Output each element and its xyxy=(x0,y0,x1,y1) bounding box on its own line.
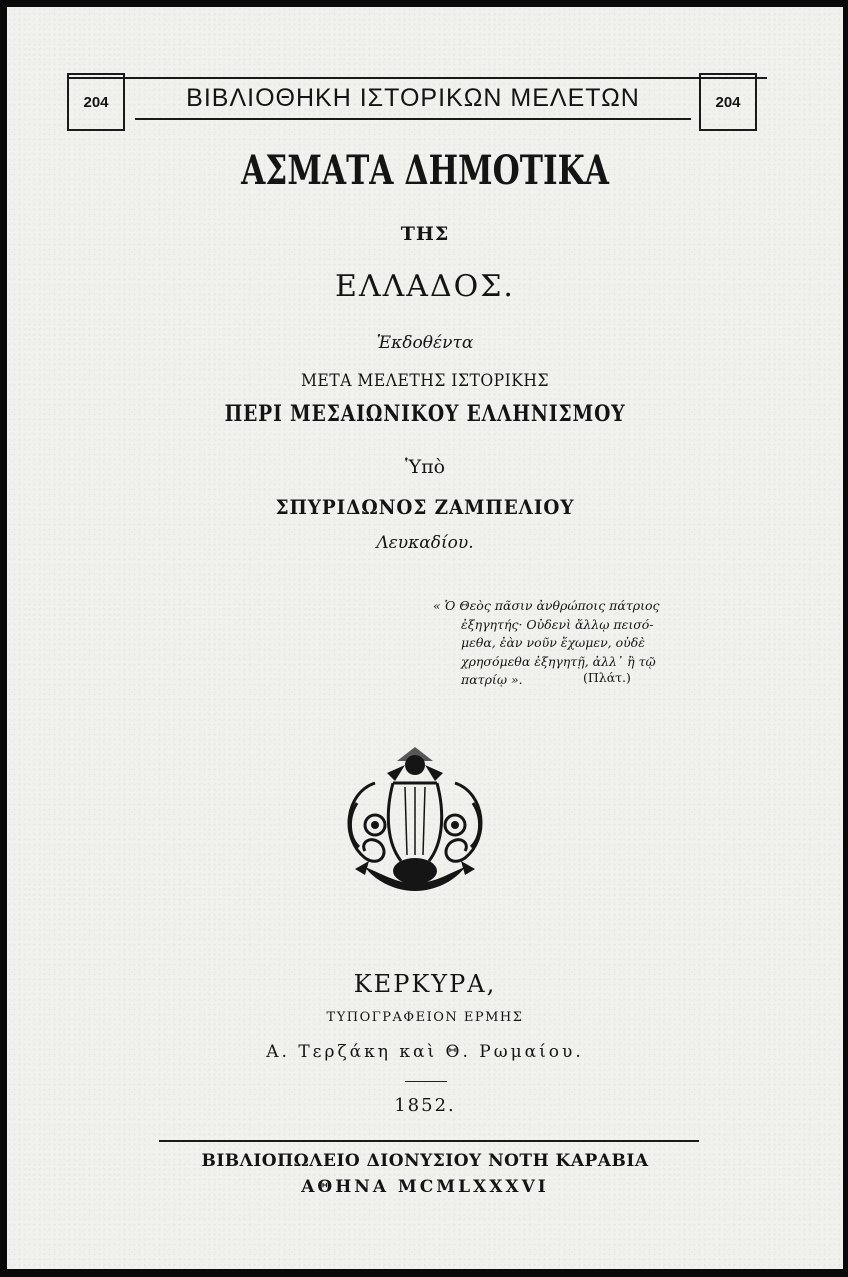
publisher-city-year: ΑΘΗΝΑ MCMLXXXVI xyxy=(301,1177,549,1197)
title-article: ΤΗΣ xyxy=(400,223,450,245)
epigraph-line: μεθα, ἐὰν νοῦν ἔχωμεν, οὐδὲ xyxy=(461,635,645,650)
epigraph-line: χρησόμεθα ἐξηγητῇ, ἀλλ᾽ ἢ τῷ xyxy=(461,653,656,669)
series-number-left: 204 xyxy=(67,73,125,131)
series-number-right: 204 xyxy=(699,73,757,131)
subtitle-topic: ΠΕΡΙ ΜΕΣΑΙΩΝΙΚΟΥ ΕΛΛΗΝΙΣΜΟΥ xyxy=(224,401,626,427)
imprint-rule xyxy=(405,1081,447,1082)
epigraph-line: ἐξηγητής· Οὐδενὶ ἄλλῳ πεισό- xyxy=(461,616,654,632)
subtitle-with-study: ΜΕΤΑ ΜΕΛΕΤΗΣ ΙΣΤΟΡΙΚΗΣ xyxy=(300,371,550,391)
epigraph-line-last xyxy=(433,671,673,690)
imprint-year: 1852. xyxy=(394,1095,456,1116)
epigraph-line: « Ὁ Θεὸς πᾶσιν ἀνθρώποις πάτριος xyxy=(433,598,660,613)
imprint-place: ΚΕΡΚΥΡΑ, xyxy=(353,970,497,998)
series-title: ΒΙΒΛΙΟΘΗΚΗ ΙΣΤΟΡΙΚΩΝ ΜΕΛΕΤΩΝ xyxy=(186,84,640,112)
main-title: ΑΣΜΑΤΑ ΔΗΜΟΤΙΚΑ xyxy=(241,147,609,194)
publisher-name: ΒΙΒΛΙΟΠΩΛΕΙΟ ΔΙΟΝΥΣΙΟΥ ΝΟΤΗ ΚΑΡΑΒΙΑ xyxy=(201,1151,649,1171)
imprint-printers-names: Α. Τερζάκη καὶ Θ. Ρωμαίου. xyxy=(266,1042,584,1062)
author-origin: Λευκαδίου. xyxy=(376,533,474,553)
epigraph-source: (Πλάτ.) xyxy=(583,670,631,685)
imprint-printer: ΤΥΠΟΓΡΑΦΕΙΟΝ ΕΡΜΗΣ xyxy=(326,1010,524,1025)
series-underline xyxy=(135,118,691,120)
publisher-rule xyxy=(159,1140,699,1142)
lyre-ornament-icon xyxy=(335,743,495,893)
author-name: ΣΠΥΡΙΔΩΝΟΣ ΖΑΜΠΕΛΙΟΥ xyxy=(275,495,575,519)
author-by: Ὑπὸ xyxy=(404,456,446,478)
book-title-page xyxy=(7,7,843,1269)
epigraph-line: πατρίῳ ». xyxy=(461,672,523,687)
subtitle-published: Ἐκδοθέντα xyxy=(376,333,474,353)
epigraph xyxy=(433,597,673,690)
series-top-rule xyxy=(67,77,767,79)
title-country: ΕΛΛΑΔΟΣ. xyxy=(335,269,515,304)
